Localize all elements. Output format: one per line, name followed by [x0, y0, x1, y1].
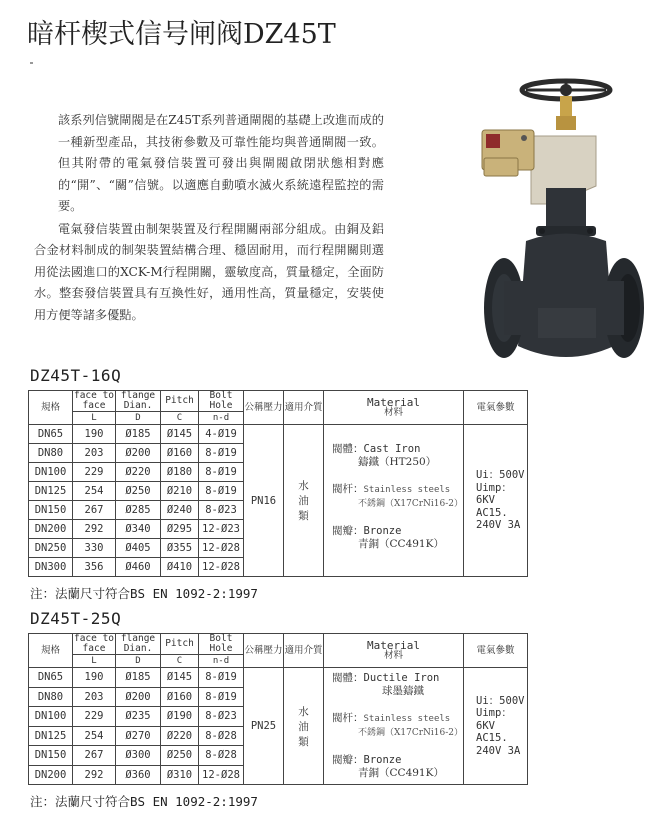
cell-pitch: Ø145 — [161, 425, 199, 444]
cell-pitch: Ø250 — [161, 746, 199, 766]
cell-length: 190 — [73, 668, 116, 688]
cell-bolt: 8-Ø28 — [199, 746, 244, 766]
flange-note-16q: 注：法蘭尺寸符合BS EN 1092-2:1997 — [30, 586, 258, 601]
table-title-25q: DZ45T-25Q — [30, 609, 122, 628]
cell-length: 254 — [73, 482, 116, 501]
elec-line: AC15. — [476, 506, 508, 519]
cell-flange: Ø300 — [116, 746, 161, 766]
sub-l: L — [73, 412, 116, 425]
cell-material — [324, 668, 464, 785]
col-medium: 適用介質 — [284, 634, 324, 668]
page-title: 暗杆楔式信号闸阀DZ45T — [27, 19, 336, 50]
body-en: Ductile Iron — [363, 672, 440, 684]
cell-flange: Ø200 — [116, 687, 161, 707]
cell-bolt: 12-Ø28 — [199, 539, 244, 558]
elec-line: Ui：500V — [476, 469, 525, 482]
col-bolt-hole: Bolt Hole — [199, 634, 244, 655]
elec-line: Ui：500V — [476, 694, 525, 707]
stem-en: Stainless steels — [363, 484, 451, 495]
cell-size: DN300 — [29, 558, 73, 577]
sub-nd: n-d — [199, 655, 244, 668]
cell-flange: Ø185 — [116, 668, 161, 688]
sub-c: C — [161, 655, 199, 668]
stem-label: 閥杆： — [332, 712, 364, 724]
gate-valve-image — [476, 76, 646, 396]
intro-paragraph: 該系列信號閘閥是在Z45T系列普通閘閥的基礎上改進而成的一種新型產品，其技術參數及可靠性能均與普通閘閥一致。但其附帶的電氣發信裝置可發出與閘閥啟閉狀態相對應的“開”、“關”信號。以適應自動噴水滅火系統遠程監控的需要。 — [58, 113, 384, 213]
cell-pitch: Ø160 — [161, 444, 199, 463]
stem-label: 閥杆： — [332, 482, 364, 495]
cell-size: DN150 — [29, 746, 73, 766]
cell-flange: Ø250 — [116, 482, 161, 501]
cell-pitch: Ø160 — [161, 687, 199, 707]
col-electrical: 電氣參數 — [464, 391, 528, 425]
col-spec: 規格 — [29, 634, 73, 668]
body-zh: 球墨鑄鐵 — [382, 685, 424, 697]
cell-flange: Ø460 — [116, 558, 161, 577]
cell-bolt: 8-Ø19 — [199, 444, 244, 463]
col-medium: 適用介質 — [284, 391, 324, 425]
cell-flange: Ø405 — [116, 539, 161, 558]
elec-line: 240V 3A — [476, 519, 521, 532]
material-en-header: Material — [367, 395, 420, 409]
cell-size: DN80 — [29, 444, 73, 463]
cell-pitch: Ø240 — [161, 501, 199, 520]
spec-table-16q — [28, 390, 528, 577]
cell-bolt: 8-Ø23 — [199, 707, 244, 727]
cell-size: DN100 — [29, 707, 73, 727]
cell-flange: Ø235 — [116, 707, 161, 727]
sub-c: C — [161, 412, 199, 425]
cell-size: DN250 — [29, 539, 73, 558]
cell-pitch: Ø355 — [161, 539, 199, 558]
cell-length: 203 — [73, 444, 116, 463]
elec-line: Uimp：6KV — [476, 481, 512, 507]
cell-pitch: Ø180 — [161, 463, 199, 482]
cell-length: 356 — [73, 558, 116, 577]
cell-flange: Ø360 — [116, 765, 161, 785]
disc-label: 閥瓣： — [332, 754, 364, 766]
col-pitch: Pitch — [161, 634, 199, 655]
sub-d: D — [116, 412, 161, 425]
table-row — [29, 425, 528, 444]
body-en: Cast Iron — [363, 442, 421, 455]
cell-size: DN65 — [29, 425, 73, 444]
cell-bolt: 12-Ø23 — [199, 520, 244, 539]
cell-medium: 水油類 — [284, 425, 324, 577]
elec-line: Uimp：6KV — [476, 707, 512, 732]
cell-pitch: Ø410 — [161, 558, 199, 577]
disc-zh: 青銅（CC491K） — [358, 767, 444, 779]
cell-bolt: 8-Ø19 — [199, 482, 244, 501]
col-material — [324, 634, 464, 668]
cell-length: 292 — [73, 765, 116, 785]
cell-length: 292 — [73, 520, 116, 539]
cell-size: DN200 — [29, 765, 73, 785]
cell-length: 330 — [73, 539, 116, 558]
col-pitch: Pitch — [161, 391, 199, 412]
cell-size: DN125 — [29, 726, 73, 746]
cell-pitch: Ø310 — [161, 765, 199, 785]
col-face-to-face: face to face — [73, 633, 115, 654]
body-label: 閥體： — [332, 672, 364, 684]
material-en-header: Material — [367, 638, 420, 652]
col-spec: 規格 — [29, 391, 73, 425]
cell-size: DN150 — [29, 501, 73, 520]
cell-bolt: 4-Ø19 — [199, 425, 244, 444]
cell-length: 203 — [73, 687, 116, 707]
cell-pitch: Ø295 — [161, 520, 199, 539]
cell-electrical — [464, 425, 528, 577]
cell-flange: Ø185 — [116, 425, 161, 444]
cell-electrical — [464, 668, 528, 785]
cell-size: DN100 — [29, 463, 73, 482]
sub-d: D — [116, 655, 161, 668]
cell-size: DN200 — [29, 520, 73, 539]
title-divider — [30, 62, 33, 64]
cell-length: 229 — [73, 463, 116, 482]
cell-pressure: PN16 — [244, 425, 284, 577]
intro-text — [34, 110, 384, 327]
stem-zh: 不銹鋼（X17CrNi16-2） — [358, 498, 464, 509]
cell-material — [324, 425, 464, 577]
elec-line: 240V 3A — [476, 744, 521, 757]
col-face-to-face: face to face — [73, 390, 115, 411]
body-label: 閥體： — [332, 442, 364, 455]
cell-pressure: PN25 — [244, 668, 284, 785]
disc-zh: 青銅（CC491K） — [358, 537, 444, 550]
cell-bolt: 8-Ø19 — [199, 687, 244, 707]
intro-paragraph: 電氣發信裝置由制架裝置及行程開關兩部分組成。由銅及鋁合金材料制成的制架裝置結構合理、穩固耐用，而行程開關則選用從法國進口的XCK-M行程開關，靈敏度高，質量穩定，全面防水。整套發信裝置具有互換性好，通用性高，質量穩定，安裝使用方便等諸多優點。 — [34, 221, 384, 322]
stem-zh: 不銹鋼（X17CrNi16-2） — [358, 728, 464, 738]
col-nominal-pressure: 公稱壓力 — [244, 391, 284, 425]
material-zh-header: 材料 — [384, 406, 404, 418]
cell-pitch: Ø190 — [161, 707, 199, 727]
cell-length: 190 — [73, 425, 116, 444]
cell-pitch: Ø220 — [161, 726, 199, 746]
cell-flange: Ø340 — [116, 520, 161, 539]
cell-size: DN80 — [29, 687, 73, 707]
disc-en: Bronze — [363, 524, 402, 537]
col-bolt-hole: Bolt Hole — [199, 391, 244, 412]
cell-length: 267 — [73, 746, 116, 766]
cell-medium: 水油類 — [284, 668, 324, 785]
col-nominal-pressure: 公稱壓力 — [244, 634, 284, 668]
col-electrical: 電氣參數 — [464, 634, 528, 668]
cell-flange: Ø200 — [116, 444, 161, 463]
body-zh: 鑄鐵（HT250） — [358, 455, 437, 468]
spec-table-25q — [28, 633, 528, 785]
cell-pitch: Ø210 — [161, 482, 199, 501]
cell-flange: Ø285 — [116, 501, 161, 520]
col-flange-dian: flange Dian. — [116, 634, 161, 655]
cell-flange: Ø220 — [116, 463, 161, 482]
cell-bolt: 8-Ø19 — [199, 463, 244, 482]
material-zh-header: 材料 — [384, 649, 404, 661]
stem-en: Stainless steels — [363, 714, 451, 724]
cell-length: 267 — [73, 501, 116, 520]
sub-nd: n-d — [199, 412, 244, 425]
cell-length: 229 — [73, 707, 116, 727]
cell-bolt: 12-Ø28 — [199, 558, 244, 577]
cell-bolt: 8-Ø28 — [199, 726, 244, 746]
cell-bolt: 8-Ø19 — [199, 668, 244, 688]
cell-bolt: 8-Ø23 — [199, 501, 244, 520]
col-flange-dian: flange Dian. — [116, 391, 161, 412]
cell-length: 254 — [73, 726, 116, 746]
cell-pitch: Ø145 — [161, 668, 199, 688]
flange-note-25q: 注：法蘭尺寸符合BS EN 1092-2:1997 — [30, 794, 258, 809]
table-row — [29, 668, 528, 688]
sub-l: L — [73, 655, 116, 668]
table-title-16q: DZ45T-16Q — [30, 366, 122, 385]
disc-en: Bronze — [363, 754, 402, 766]
cell-bolt: 12-Ø28 — [199, 765, 244, 785]
disc-label: 閥瓣： — [332, 524, 364, 537]
col-material — [324, 391, 464, 425]
elec-line: AC15. — [476, 732, 508, 745]
cell-size: DN65 — [29, 668, 73, 688]
cell-size: DN125 — [29, 482, 73, 501]
cell-flange: Ø270 — [116, 726, 161, 746]
